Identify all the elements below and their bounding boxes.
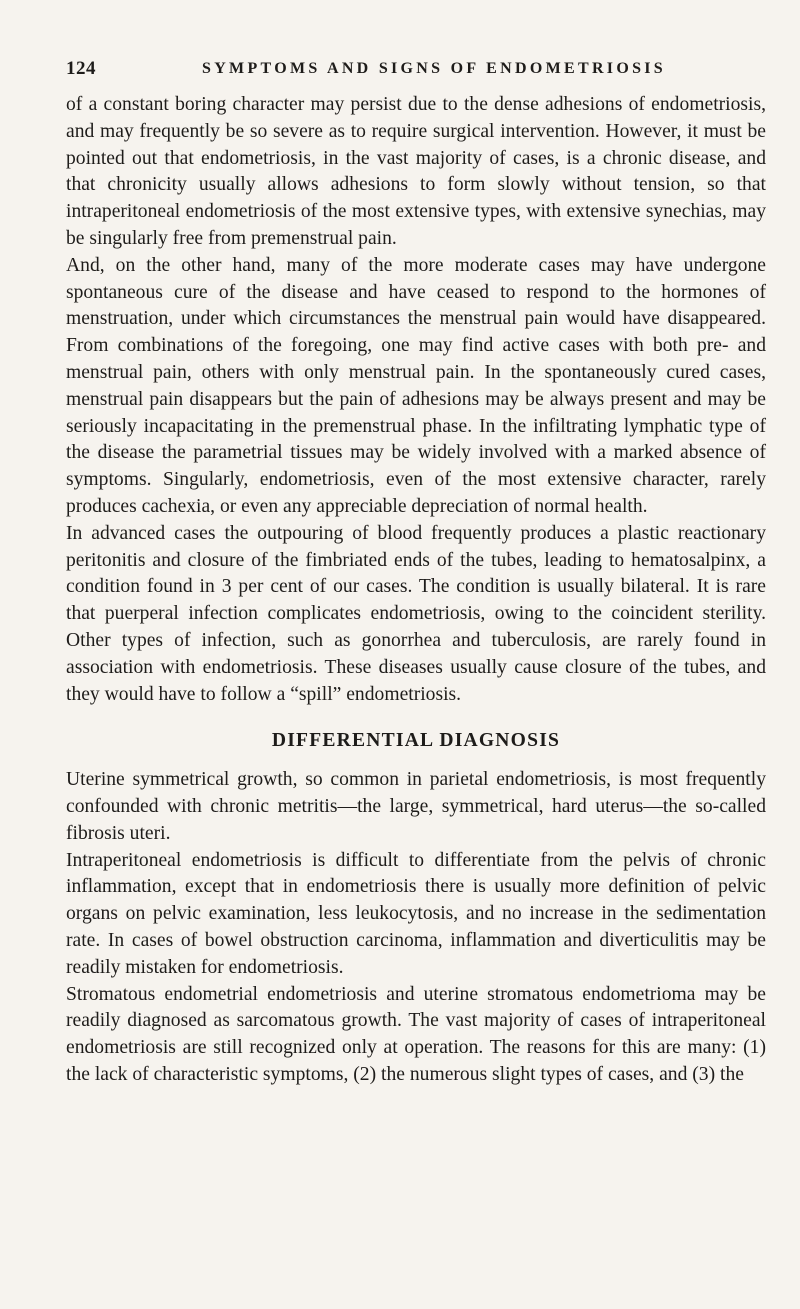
running-head: SYMPTOMS AND SIGNS OF ENDOMETRIOSIS [202, 60, 667, 77]
paragraph: And, on the other hand, many of the more moderate cases may have undergone spontaneous cure of the disease and have ceased to respond to the hormones of menstruation, under which circumstances the menstrual pain would have disappeared. From combinations of the foregoing, one may find active cases with both pre- and menstrual pain, others with only menstrual pain. In the spontaneously cured cases, menstrual pain disappears but the pain of adhesions may be always present and may be seriously incapacitating in the premenstrual phase. In the infiltrating lymphatic type of the disease the parametrial tissues may be widely involved with a marked absence of symptoms. Singularly, endometriosis, even of the most extensive character, rarely produces cachexia, or even any appreciable depreciation of normal health. [66, 254, 766, 517]
paragraph: of a constant boring character may persist due to the dense adhesions of endometriosis, and may frequently be so severe as to require surgical intervention. However, it must be pointed out that endometriosis, in the vast majority of cases, is a chronic disease, and that chronicity usually allows adhesions to form slowly without tension, so that intraperitoneal endometriosis of the most extensive types, with extensive synechias, may be singularly free from premenstrual pain. [66, 94, 766, 249]
paragraph: Uterine symmetrical growth, so common in parietal endometriosis, is most frequently confounded with chronic metritis—the large, symmetrical, hard uterus—the so-called fibrosis uteri. [66, 769, 766, 844]
paragraph: In advanced cases the outpouring of blood frequently produces a plastic reactionary peritonitis and closure of the fimbriated ends of the tubes, leading to hematosalpinx, a condition found in 3 per cent of our cases. The condition is usually bilateral. It is rare that puerperal infection complicates endometriosis, owing to the coincident sterility. Other types of infection, such as gonorrhea and tuberculosis, are rarely found in association with endometriosis. These diseases usually cause closure of the tubes, and they would have to follow a “spill” endometriosis. [66, 522, 766, 705]
page-number: 124 [66, 58, 96, 79]
paragraph: Stromatous endometrial endometriosis and uterine stromatous endometrioma may be readily diagnosed as sarcomatous growth. The vast majority of cases of intraperitoneal endometriosis are still recognized only at operation. The reasons for this are many: (1) the lack of characteristic symptoms, (2) the numerous slight types of cases, and (3) the [66, 983, 766, 1085]
paragraph: Intraperitoneal endometriosis is difficult to differentiate from the pelvis of chronic inflammation, except that in endometriosis there is usually more definition of pelvic organs on pelvic examination, less leukocytosis, and no increase in the sedimentation rate. In cases of bowel obstruction carcinoma, inflammation and diverticulitis may be readily mistaken for endometriosis. [66, 849, 766, 978]
page-header [66, 58, 766, 88]
section-heading: DIFFERENTIAL DIAGNOSIS [271, 730, 561, 752]
body-text [66, 92, 766, 1089]
